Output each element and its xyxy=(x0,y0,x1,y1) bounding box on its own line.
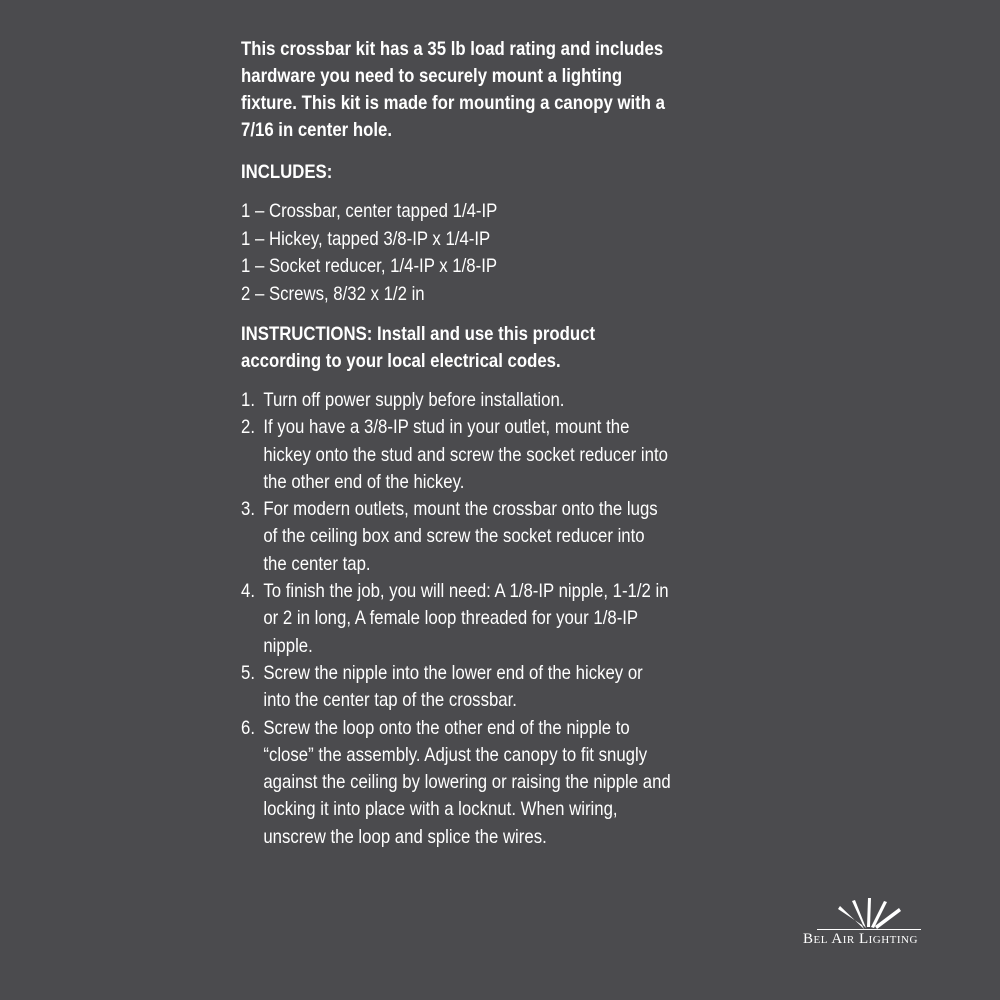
instructions-heading: INSTRUCTIONS: Install and use this product according to your local electrical codes. xyxy=(241,323,596,372)
step-text: Screw the nipple into the lower end of the hickey or into the center tap of the crossbar. xyxy=(263,661,643,712)
instruction-step xyxy=(241,414,671,496)
sunburst-icon xyxy=(838,898,902,932)
includes-list xyxy=(241,198,671,308)
intro-paragraph: This crossbar kit has a 35 lb load rating and includes hardware you need to securely mount a lighting fixture. This kit is made for mounting a canopy with a 7/16 in center hole. xyxy=(241,38,665,141)
instruction-steps xyxy=(241,387,671,851)
step-number: 1. xyxy=(241,389,255,411)
instruction-step xyxy=(241,578,671,660)
step-text: If you have a 3/8-IP stud in your outlet, mount the hickey onto the stud and screw the socket reducer into the other end of the hickey. xyxy=(263,416,668,493)
instruction-content xyxy=(241,36,671,851)
step-number: 4. xyxy=(241,580,255,603)
includes-heading: INCLUDES: xyxy=(241,161,333,183)
step-number: 2. xyxy=(241,416,255,439)
step-text: To finish the job, you will need: A 1/8-IP nipple, 1-1/2 in or 2 in long, A female loop threaded for your 1/8-IP nipple. xyxy=(263,580,669,657)
includes-item: 2 – Screws, 8/32 x 1/2 in xyxy=(241,282,425,305)
step-number: 5. xyxy=(241,661,255,684)
includes-item: 1 – Crossbar, center tapped 1/4-IP xyxy=(241,200,498,222)
instruction-step xyxy=(241,387,671,414)
includes-item: 1 – Socket reducer, 1/4-IP x 1/8-IP xyxy=(241,255,498,277)
step-number: 6. xyxy=(241,716,255,739)
logo-wordmark: Bel Air Lighting xyxy=(803,931,918,947)
step-text: Turn off power supply before installation. xyxy=(263,389,565,411)
step-text: Screw the loop onto the other end of the nipple to “close” the assembly. Adjust the canopy to fit snugly against the ceiling by lowering or raising the nipple and locking it into place with a locknut. When wiring, unscrew the loop and splice the wires. xyxy=(263,716,671,848)
step-text: For modern outlets, mount the crossbar onto the lugs of the ceiling box and screw the socket reducer into the center tap. xyxy=(263,498,658,575)
logo-rule xyxy=(817,929,921,930)
bel-air-lighting-logo xyxy=(800,898,945,958)
instruction-step xyxy=(241,496,671,578)
step-number: 3. xyxy=(241,498,255,521)
instruction-step xyxy=(241,715,671,851)
includes-item: 1 – Hickey, tapped 3/8-IP x 1/4-IP xyxy=(241,227,491,250)
instruction-step xyxy=(241,660,671,715)
